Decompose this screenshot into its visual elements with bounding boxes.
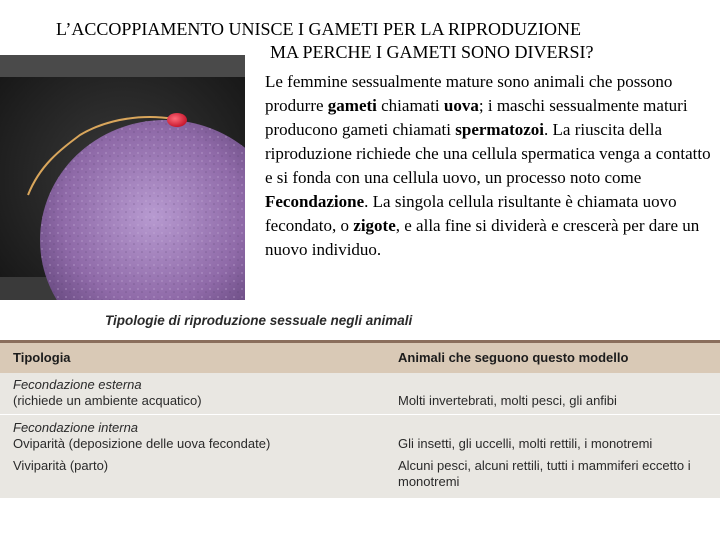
row-left: Oviparità (deposizione delle uova fecondate)	[13, 436, 271, 451]
body-text-4: . La riuscita della riproduzione richiede che una cellula spermatica venga a contatto e si fonda con una cellula uovo, un processo noto come	[265, 120, 711, 187]
reproduction-table	[0, 340, 720, 498]
row-right: Alcuni pesci, alcuni rettili, tutti i mammiferi eccetto i monotremi	[398, 458, 691, 489]
row-section-internal: Fecondazione interna	[13, 420, 139, 435]
table-header	[0, 340, 720, 373]
body-paragraph	[265, 70, 715, 262]
header-tipologia: Tipologia	[13, 350, 71, 365]
body-text-3: ; i maschi sessualmente maturi producono gameti chiamati	[265, 96, 688, 139]
row-left: (richiede un ambiente acquatico)	[13, 393, 202, 408]
table-title: Tipologie di riproduzione sessuale negli animali	[105, 313, 413, 328]
header-animali: Animali che seguono questo modello	[398, 350, 629, 365]
body-text-1: Le femmine sessualmente mature sono animali che possono produrre	[265, 72, 673, 115]
term-spermatozoi: spermatozoi	[455, 120, 545, 139]
title-line-1: L’ACCOPPIAMENTO UNISCE I GAMETI PER LA RIPRODUZIONE	[56, 19, 582, 39]
body-text-2: chiamati	[376, 96, 444, 115]
row-right: Molti invertebrati, molti pesci, gli anfibi	[398, 393, 617, 408]
row-divider	[0, 414, 720, 415]
term-fecondazione: Fecondazione	[265, 192, 365, 211]
term-zigote: zigote	[353, 216, 396, 235]
row-section-external: Fecondazione esterna	[13, 377, 142, 392]
row-left: Viviparità (parto)	[13, 458, 109, 473]
body-text-5: . La singola cellula risultante è chiamata uovo fecondato, o	[265, 192, 677, 235]
term-uova: uova	[443, 96, 479, 115]
term-gameti: gameti	[327, 96, 377, 115]
body-text-6: , e alla fine si dividerà e crescerà per dare un nuovo individuo.	[265, 216, 700, 259]
sperm-egg-micrograph-image	[0, 55, 245, 300]
title-line-2: MA PERCHE I GAMETI SONO DIVERSI?	[270, 42, 594, 62]
row-right: Gli insetti, gli uccelli, molti rettili, i monotremi	[398, 436, 653, 451]
